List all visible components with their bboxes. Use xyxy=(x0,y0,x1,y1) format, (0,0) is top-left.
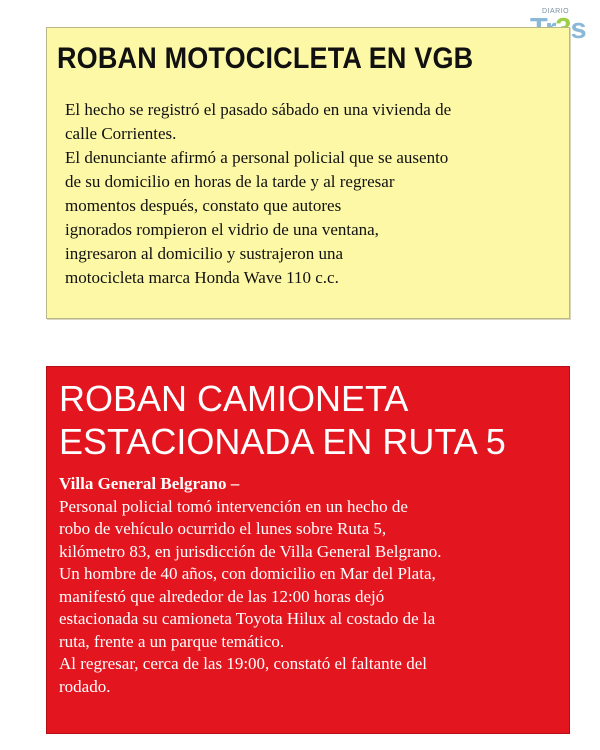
body-line: Personal policial tomó intervención en un hecho de xyxy=(59,496,408,516)
body-line: momentos después, constato que autores xyxy=(65,196,342,215)
article-body xyxy=(59,473,564,698)
body-line: calle Corrientes. xyxy=(65,124,177,143)
body-line: rodado. xyxy=(59,676,111,696)
article-motorcycle-theft xyxy=(46,27,570,319)
body-line: El hecho se registró el pasado sábado en una vivienda de xyxy=(65,100,452,119)
article-location: Villa General Belgrano – xyxy=(59,474,240,493)
body-line: Al regresar, cerca de las 19:00, constató el faltante del xyxy=(59,654,427,673)
body-line: estacionada su camioneta Toyota Hilux al costado de la xyxy=(59,609,436,628)
article-truck-theft xyxy=(46,366,570,734)
body-line: motocicleta marca Honda Wave 110 c.c. xyxy=(65,268,339,287)
title-line: ROBAN CAMIONETA xyxy=(59,378,409,419)
title-line: ESTACIONADA EN RUTA 5 xyxy=(59,421,506,462)
body-line: Un hombre de 40 años, con domicilio en Mar del Plata, xyxy=(59,564,436,583)
body-line: manifestó que alrededor de las 12:00 horas dejó xyxy=(59,586,385,606)
body-line: de su domicilio en horas de la tarde y al regresar xyxy=(65,172,395,191)
logo-wordmark: s xyxy=(570,13,586,45)
article-title xyxy=(59,377,569,463)
body-line: robo de vehículo ocurrido el lunes sobre Ruta 5, xyxy=(59,519,387,538)
article-title: ROBAN MOTOCICLETA EN VGB xyxy=(57,42,474,75)
body-line: ingresaron al domicilio y sustrajeron una xyxy=(65,244,344,263)
body-line: ruta, frente a un parque temático. xyxy=(59,631,285,651)
article-body xyxy=(65,98,565,290)
body-line: kilómetro 83, en jurisdicción de Villa General Belgrano. xyxy=(59,541,442,561)
body-line: ignorados rompieron el vidrio de una ventana, xyxy=(65,220,379,239)
logo-small-text: DIARIO xyxy=(542,8,570,15)
body-line: El denunciante afirmó a personal policial que se ausento xyxy=(65,148,449,167)
